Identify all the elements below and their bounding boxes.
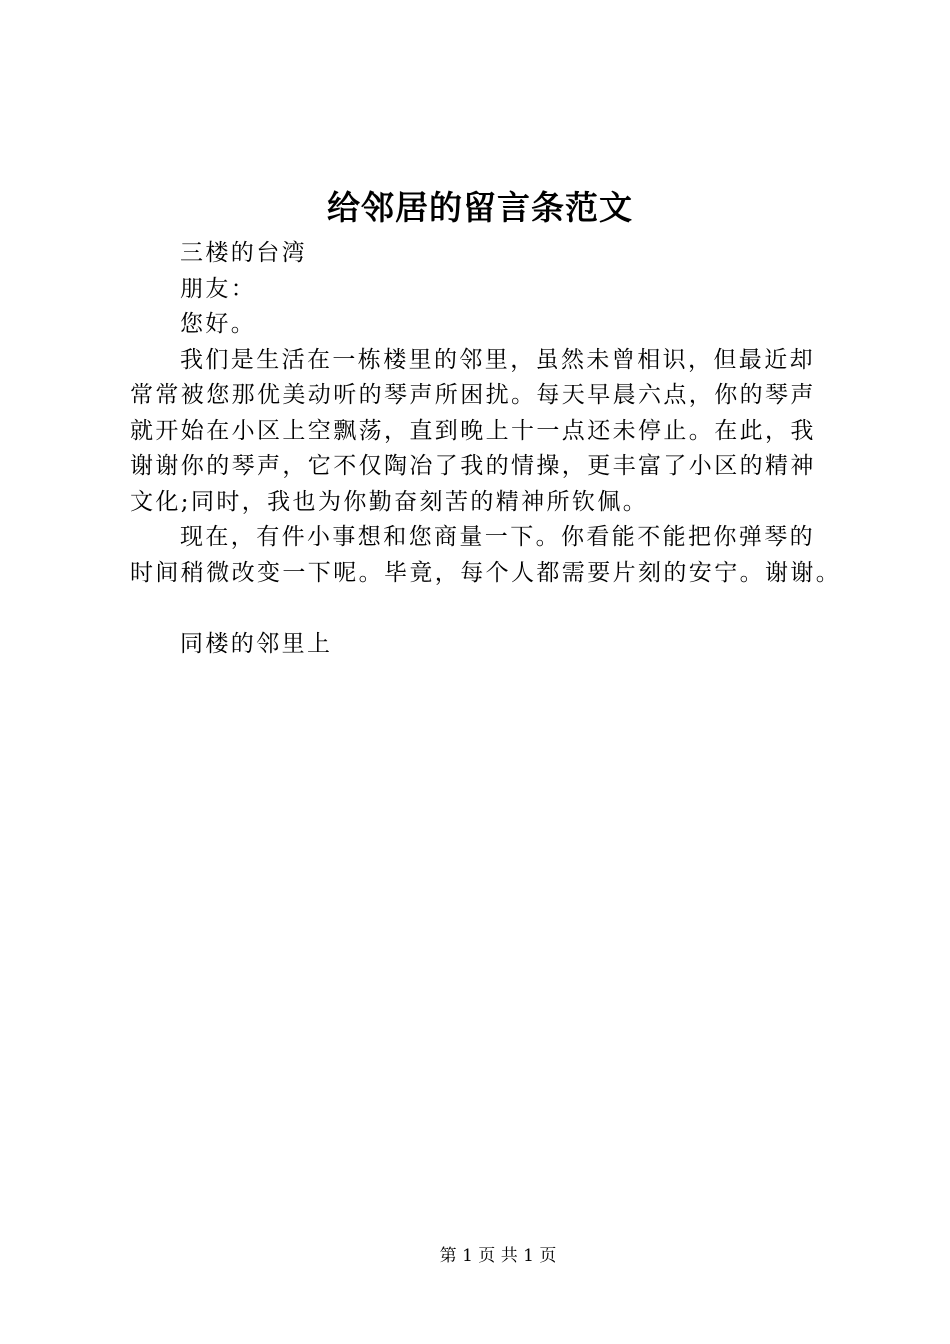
document-title: 给邻居的留言条范文: [327, 188, 633, 227]
paragraph-1-line: 就开始在小区上空飘荡，直到晚上十一点还未停止。在此，我: [130, 417, 816, 444]
paragraph-2-line: 时间稍微改变一下呢。毕竟，每个人都需要片刻的安宁。谢谢。: [130, 559, 842, 586]
signature-line: 同楼的邻里上: [180, 630, 333, 657]
paragraph-1-line: 文化;同时，我也为你勤奋刻苦的精神所钦佩。: [130, 488, 649, 515]
paragraph-1-line: 常常被您那优美动听的琴声所困扰。每天早晨六点，你的琴声: [130, 382, 816, 408]
paragraph-2-line: 现在，有件小事想和您商量一下。你看能不能把你弹琴的: [180, 524, 815, 550]
letter-body: [130, 236, 850, 662]
paragraph-1-line: 我们是生活在一栋楼里的邻里，虽然未曾相识，但最近却: [180, 346, 815, 373]
greeting-line: 您好。: [180, 311, 257, 337]
paragraph-1-line: 谢谢你的琴声，它不仅陶冶了我的情操，更丰富了小区的精神: [130, 453, 816, 479]
recipient-line-1: 三楼的台湾: [180, 240, 307, 266]
blank-line: [130, 591, 850, 627]
page-footer: 第 1 页 共 1 页: [439, 1246, 557, 1266]
recipient-line-2: 朋友：: [180, 275, 257, 302]
